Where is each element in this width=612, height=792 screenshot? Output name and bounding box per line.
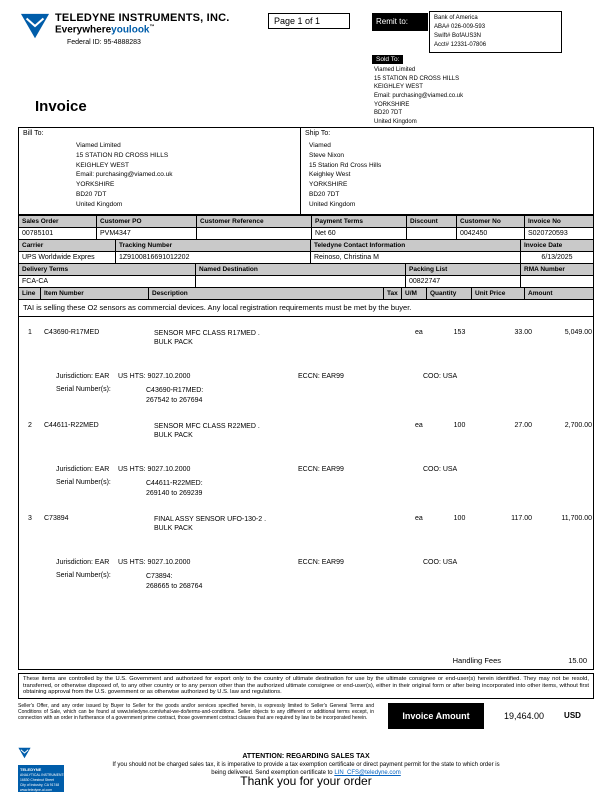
tracking-number-value: 1Z9100816691012202 xyxy=(116,252,311,263)
remit-to-label: Remit to: xyxy=(372,13,428,31)
invoice-no-value: S020720593 xyxy=(528,230,568,237)
line-item-row xyxy=(19,329,593,347)
carrier-value: UPS Worldwide Expres xyxy=(19,252,116,263)
jurisdiction: Jurisdiction: EAR xyxy=(56,373,110,381)
header-cell: Customer PO xyxy=(97,216,197,227)
terms-and-total-row xyxy=(18,703,594,729)
header-cell: Named Destination xyxy=(196,264,406,275)
sales-tax-title: ATTENTION: REGARDING SALES TAX xyxy=(242,753,370,760)
bank-aba: ABA# 026-009-593 xyxy=(434,24,486,30)
order-info-header-row-2 xyxy=(18,240,594,252)
serial-label: Serial Number(s): xyxy=(56,386,111,394)
us-hts: US HTS: 9027.10.2000 xyxy=(118,373,191,381)
item-quantity: 100 xyxy=(453,514,466,522)
item-description: SENSOR MFC CLASS R17MED . BULK PACK xyxy=(154,330,260,347)
item-tax xyxy=(396,422,412,440)
named-destination-value xyxy=(196,276,406,287)
item-um: ea xyxy=(415,514,423,522)
handling-fees-value: 15.00 xyxy=(568,656,587,665)
items-header-row xyxy=(18,288,594,300)
order-info-header-row-1 xyxy=(18,216,594,228)
coo: COO: USA xyxy=(423,558,458,566)
line-items-section xyxy=(18,300,594,670)
order-info-value-row-3 xyxy=(18,276,594,288)
header-cell: Packing List xyxy=(406,264,521,275)
bill-to-box xyxy=(18,127,301,215)
discount-value xyxy=(407,228,457,239)
header-cell: Quantity xyxy=(427,288,472,299)
order-info-table xyxy=(18,215,594,300)
line-item-row xyxy=(19,422,593,440)
teledyne-logo-icon xyxy=(18,746,31,763)
page-title: Invoice xyxy=(35,98,87,115)
jurisdiction: Jurisdiction: EAR xyxy=(56,558,110,566)
item-quantity: 100 xyxy=(453,421,466,429)
eccn: ECCN: EAR99 xyxy=(298,373,344,381)
delivery-terms-value: FCA-CA xyxy=(19,276,196,287)
order-info-value-row-2 xyxy=(18,252,594,264)
item-number: C44611-R22MED xyxy=(44,421,99,429)
item-tax xyxy=(396,515,412,533)
header-cell: Payment Terms xyxy=(312,216,407,227)
export-classification-row xyxy=(19,466,593,473)
item-unit-price: 27.00 xyxy=(514,421,532,429)
header-cell: Discount xyxy=(407,216,457,227)
company-tagline: Everywhereyoulook™ xyxy=(55,24,155,36)
header-cell: Teledyne Contact Information xyxy=(311,240,521,251)
serial-numbers-row xyxy=(19,479,593,499)
remit-bank-info xyxy=(429,11,562,53)
federal-id: Federal ID: 95-4888283 xyxy=(67,39,141,47)
header-cell: Sales Order xyxy=(19,216,97,227)
ship-to-label: Ship To: xyxy=(305,130,331,137)
sales-order-value: 00785101 xyxy=(19,228,97,239)
teledyne-logo-icon xyxy=(20,12,50,46)
export-classification-row xyxy=(19,559,593,566)
customer-no-value: 0042450 xyxy=(457,228,525,239)
item-amount: 5,049.00 xyxy=(564,329,592,336)
invoice-amount-label: Invoice Amount xyxy=(388,703,484,729)
line-number: 3 xyxy=(28,514,32,522)
bill-to-address: Viamed Limited 15 STATION RD CROSS HILLS KEIGHLEY WEST Email: purchasing@viamed.co.uk YORKSHIRE BD20 7DT United Kingdom xyxy=(76,142,173,208)
commercial-note: TAI is selling these O2 sensors as commercial devices. Any local registration requirements must be met by the buyer. xyxy=(19,300,593,317)
bill-to-label: Bill To: xyxy=(23,130,44,137)
addresses-section xyxy=(18,127,594,215)
item-description: FINAL ASSY SENSOR UFO-130-2 . BULK PACK xyxy=(154,515,267,532)
invoice-amount-value: 19,464.00 xyxy=(504,710,545,721)
serial-label: Serial Number(s): xyxy=(56,571,111,579)
item-description: SENSOR MFC CLASS R22MED . BULK PACK xyxy=(154,422,260,439)
header-cell: RMA Number xyxy=(524,266,565,273)
order-info-header-row-3 xyxy=(18,264,594,276)
invoice-amount-block xyxy=(388,703,581,729)
serial-values: C44611-R22MED: 269140 to 269239 xyxy=(146,479,203,497)
header-cell: Invoice Date xyxy=(524,242,563,249)
line-number: 2 xyxy=(28,421,32,429)
coo: COO: USA xyxy=(423,373,458,381)
footer-company-address: TELEDYNE ANALYTICAL INSTRUMENTS 16830 Chestnut Street City of Industry, CA 91748 www.teledyne-ai.com xyxy=(18,765,64,792)
sales-tax-body: If you should not be charged sales tax, it is imperative to provide a tax exemption certificate or direct payment permit for the state to which order is being delivered. Send exemption certificate to LIN_CFS@teledyne.com xyxy=(112,762,500,776)
header-cell: Amount xyxy=(528,290,553,297)
export-classification-row xyxy=(19,373,593,380)
header-cell: Customer Reference xyxy=(197,216,312,227)
exemption-email-link[interactable]: LIN_CFS@teledyne.com xyxy=(334,769,401,776)
order-info-value-row-1 xyxy=(18,228,594,240)
item-unit-price: 33.00 xyxy=(514,329,532,336)
invoice-date-value: 6/13/2025 xyxy=(541,254,573,261)
header-cell: Description xyxy=(149,288,384,299)
header-cell: Tax xyxy=(384,288,402,299)
ship-to-address: Viamed Steve Nixon 15 Station Rd Cross Hills Keighley West YORKSHIRE BD20 7DT United Kingdom xyxy=(309,142,382,208)
invoice-amount-currency: USD xyxy=(564,710,581,720)
serial-numbers-row xyxy=(19,386,593,406)
handling-fees-row xyxy=(19,656,593,669)
header-cell: U/M xyxy=(402,288,427,299)
header-cell: Tracking Number xyxy=(116,240,311,251)
serial-numbers-row xyxy=(19,572,593,592)
bank-name: Bank of America xyxy=(434,15,478,21)
us-hts: US HTS: 9027.10.2000 xyxy=(118,558,191,566)
serial-label: Serial Number(s): xyxy=(56,478,111,486)
company-logo-area xyxy=(20,12,230,46)
item-unit-price: 117.00 xyxy=(511,514,532,522)
item-um: ea xyxy=(415,329,423,336)
page-number: Page 1 of 1 xyxy=(268,13,350,29)
bank-swift: Swift# BofAUS3N xyxy=(434,33,482,39)
sold-to-address: Viamed Limited 15 STATION RD CROSS HILLS KEIGHLEY WEST Email: purchasing@viamed.co.uk YORKSHIRE BD20 7DT United Kingdom xyxy=(374,67,464,126)
item-tax xyxy=(396,329,412,347)
us-hts: US HTS: 9027.10.2000 xyxy=(118,465,191,473)
ship-to-box xyxy=(301,127,594,215)
coo: COO: USA xyxy=(423,465,458,473)
header-cell: Item Number xyxy=(41,288,149,299)
handling-fees-label: Handling Fees xyxy=(452,656,501,665)
customer-po-value: PVM4347 xyxy=(97,228,197,239)
header-cell: Customer No xyxy=(457,216,525,227)
terms-and-conditions: Seller's Offer, and any order issued by Buyer to Seller for the goods and/or services specified herein, is expressly limited to Seller's General Terms and Conditions of Sale, which can be found at www.teledyne.com/what-we-do/terms-and-conditions. Seller objects to any different or additional terms except, in connection with an order in furtherance of a government prime contract, those government contract clauses that are required by law to be incorporated herein. xyxy=(18,702,374,722)
eccn: ECCN: EAR99 xyxy=(298,558,344,566)
item-amount: 2,700.00 xyxy=(564,421,592,429)
customer-reference-value xyxy=(197,228,312,239)
export-control-statement: These items are controlled by the U.S. Government and authorized for export only to the country of ultimate destination for use by the ultimate consignee or end-user(s) herein identified. They may not be resold, transferred, or otherwise disposed of, to any other country or to any person other than the authorized ultimate consignee or end-user(s), either in their original form or after being incorporated into other items, without first obtaining approval from the U.S. government or as otherwise authorized by U.S. law and regulations. xyxy=(18,673,594,699)
header-cell: Line xyxy=(19,288,41,299)
serial-values: C73894: 268665 to 268764 xyxy=(146,572,203,590)
header-cell: Unit Price xyxy=(472,288,525,299)
invoice-body xyxy=(18,215,594,729)
jurisdiction: Jurisdiction: EAR xyxy=(56,465,110,473)
eccn: ECCN: EAR99 xyxy=(298,465,344,473)
header-cell: Carrier xyxy=(19,240,116,251)
item-um: ea xyxy=(415,421,423,429)
bank-account: Acct# 12331-07806 xyxy=(434,42,487,48)
contact-value: Reinoso, Christina M xyxy=(311,252,521,263)
item-quantity: 153 xyxy=(453,329,466,336)
line-number: 1 xyxy=(28,329,32,336)
item-amount: 11,700.00 xyxy=(561,514,592,522)
line-item-row xyxy=(19,515,593,533)
packing-list-value: 00822747 xyxy=(406,276,521,287)
company-name: TELEDYNE INSTRUMENTS, INC. xyxy=(55,12,230,24)
item-number: C73894 xyxy=(44,514,69,522)
header-cell: Delivery Terms xyxy=(19,264,196,275)
item-number: C43690-R17MED xyxy=(44,329,100,336)
payment-terms-value: Net 60 xyxy=(312,228,407,239)
header-cell: Invoice No xyxy=(528,218,561,225)
serial-values: C43690-R17MED: 267542 to 267694 xyxy=(146,387,204,404)
sold-to-label: Sold To: xyxy=(372,55,403,64)
rma-number-value xyxy=(521,276,593,287)
thank-you-message: Thank you for your order xyxy=(240,774,372,788)
